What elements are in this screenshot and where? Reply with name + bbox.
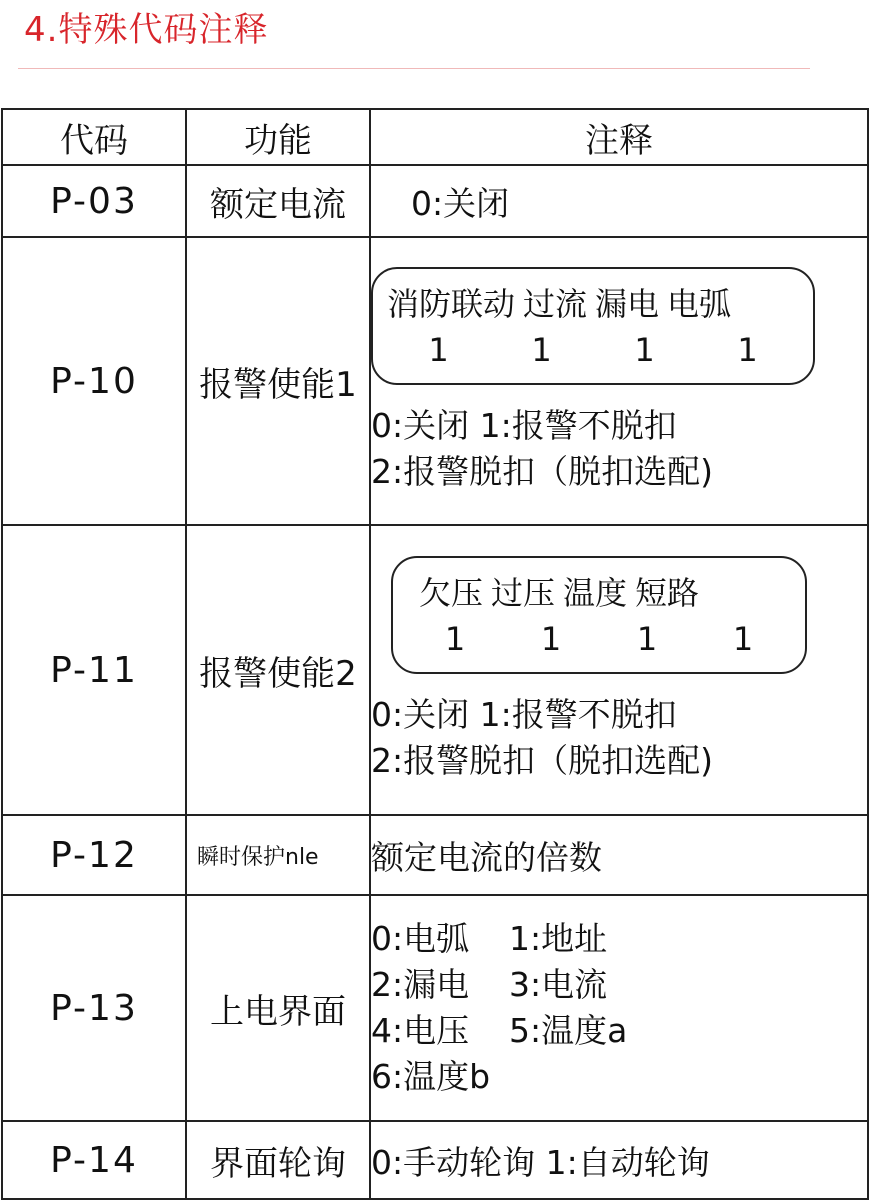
function-cell: 上电界面 — [186, 895, 370, 1121]
bit-value: 1 — [732, 620, 754, 658]
bit-name: 短路 — [635, 574, 700, 612]
note-cell: 0:手动轮询 1:自动轮询 — [370, 1121, 868, 1199]
option-item: 6:温度b — [371, 1057, 491, 1096]
note-line: 2:报警脱扣（脱扣选配) — [371, 741, 713, 780]
bit-names — [387, 279, 799, 325]
option-item: 2:漏电 — [371, 965, 470, 1004]
option-item: 5:温度a — [509, 1011, 628, 1050]
header-function: 功能 — [186, 109, 370, 165]
bit-name: 过压 — [491, 574, 556, 612]
function-cell: 额定电流 — [186, 165, 370, 237]
table-row — [2, 165, 868, 237]
option-item: 3:电流 — [509, 965, 608, 1004]
option-pair — [371, 962, 867, 1008]
code-cell: P-12 — [2, 815, 186, 895]
bit-value: 1 — [540, 620, 562, 658]
option-pair — [371, 916, 867, 962]
bit-value: 1 — [428, 331, 449, 369]
code-cell: P-10 — [2, 237, 186, 525]
bit-box — [391, 556, 807, 674]
note-cell — [370, 895, 868, 1121]
option-item: 4:电压 — [371, 1011, 470, 1050]
heading-divider — [18, 68, 810, 69]
bit-name: 温度 — [563, 574, 628, 612]
note-cell — [370, 525, 868, 815]
code-cell: P-03 — [2, 165, 186, 237]
bit-name: 过流 — [523, 285, 588, 323]
note-cell: 额定电流的倍数 — [370, 815, 868, 895]
table-header-row — [2, 109, 868, 165]
table-row — [2, 237, 868, 525]
bit-box — [371, 267, 815, 385]
bit-value: 1 — [531, 331, 552, 369]
option-item: 1:地址 — [509, 919, 608, 958]
table-row — [2, 525, 868, 815]
bit-values — [407, 620, 791, 658]
header-note: 注释 — [370, 109, 868, 165]
table-row — [2, 1121, 868, 1199]
note-cell — [370, 237, 868, 525]
bit-name: 电弧 — [667, 285, 732, 323]
table-row — [2, 815, 868, 895]
code-cell: P-13 — [2, 895, 186, 1121]
bit-value: 1 — [634, 331, 655, 369]
bit-name: 欠压 — [419, 574, 484, 612]
code-table — [1, 108, 869, 1200]
bit-name: 消防联动 — [387, 285, 516, 323]
bit-names — [407, 568, 791, 614]
code-cell: P-11 — [2, 525, 186, 815]
note-line: 0:关闭 1:报警不脱扣 — [371, 695, 677, 734]
bit-name: 漏电 — [595, 285, 660, 323]
note-line: 2:报警脱扣（脱扣选配) — [371, 452, 713, 491]
option-item: 0:电弧 — [371, 919, 470, 958]
bit-value: 1 — [737, 331, 758, 369]
code-cell: P-14 — [2, 1121, 186, 1199]
function-cell: 报警使能2 — [186, 525, 370, 815]
function-cell: 报警使能1 — [186, 237, 370, 525]
bit-values — [387, 331, 799, 369]
note-line: 0:关闭 1:报警不脱扣 — [371, 406, 677, 445]
table-row — [2, 895, 868, 1121]
function-cell: 界面轮询 — [186, 1121, 370, 1199]
option-pair — [371, 1008, 867, 1054]
bit-value: 1 — [636, 620, 658, 658]
option-pair — [371, 1054, 867, 1100]
section-heading: 4.特殊代码注释 — [24, 10, 269, 50]
function-cell: 瞬时保护nle — [186, 815, 370, 895]
header-code: 代码 — [2, 109, 186, 165]
bit-value: 1 — [444, 620, 466, 658]
note-cell: 0:关闭 — [370, 165, 868, 237]
